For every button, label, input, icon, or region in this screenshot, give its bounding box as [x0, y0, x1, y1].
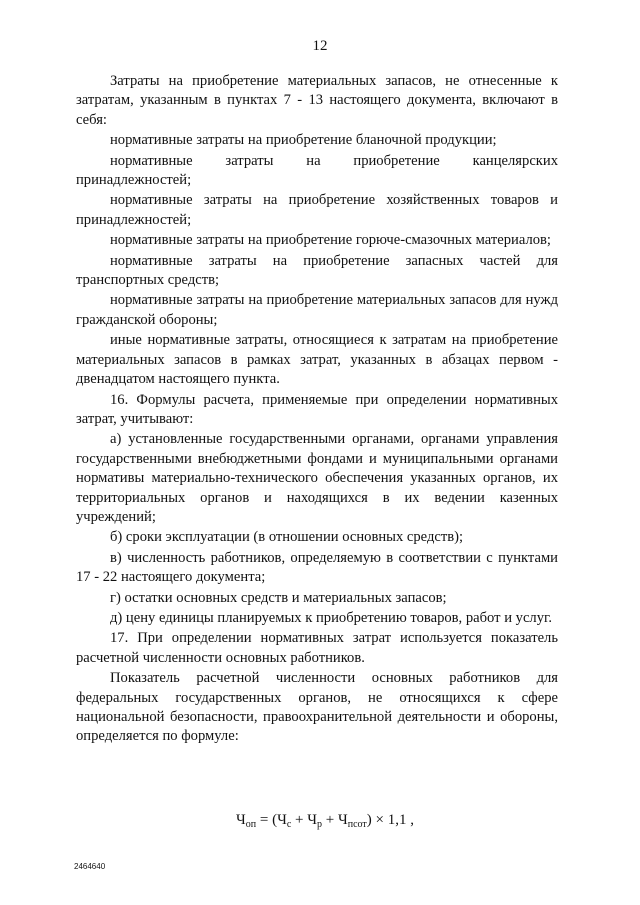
list-item-spare-parts: нормативные затраты на приобретение запасных частей для транспортных средств;: [76, 252, 558, 289]
clause-v: в) численность работников, определяемую в соответствии с пунктами 17 - 22 настоящего документа;: [76, 549, 558, 586]
section-17-paragraph: 17. При определении нормативных затрат используется показатель расчетной численности основных работников.: [76, 630, 558, 666]
page-number: 12: [312, 38, 328, 54]
formula-term-2-subscript: р: [317, 819, 323, 830]
clause-a: а) установленные государственными органами, органами управления государственными внебюджетными фондами и муниципальными органами нормативы материально-технического обеспечения указанных органов, их территориальных органов и находящихся в их ведении казенных учреждений;: [76, 431, 558, 525]
formula-term-2: Ч: [307, 812, 318, 828]
clause-b: б) сроки эксплуатации (в отношении основных средств);: [110, 529, 464, 546]
document-id: 2464640: [74, 862, 106, 871]
clause-d: д) цену единицы планируемых к приобретению товаров, работ и услуг.: [110, 609, 552, 626]
formula-term-3: Ч: [337, 812, 348, 828]
formula-lhs: Ч: [236, 812, 246, 828]
formula-equals: = (: [256, 812, 278, 828]
list-item-household-goods: нормативные затраты на приобретение хозяйственных товаров и принадлежностей;: [76, 192, 558, 228]
list-item-fuel-lubricants: нормативные затраты на приобретение горюче-смазочных материалов;: [110, 232, 551, 249]
list-item-other-costs: иные нормативные затраты, относящиеся к затратам на приобретение материальных запасов в рамках затрат, указанных в абзацах первом - двенадцатом настоящего пункта.: [76, 332, 558, 388]
formula: [0, 812, 640, 830]
formula-lhs-subscript: оп: [245, 819, 257, 830]
section-16-heading: 16. Формулы расчета, применяемые при определении нормативных затрат, учитывают:: [76, 391, 558, 427]
formula-term-3-subscript: псот: [347, 819, 367, 830]
list-item-stationery: нормативные затраты на приобретение канцелярских принадлежностей;: [76, 152, 558, 189]
headcount-paragraph: Показатель расчетной численности основных работников для федеральных государственных органов, не относящихся к сфере национальной безопасности, правоохранительной деятельности и обороны, определяется по формуле:: [76, 670, 558, 745]
formula-plus-1: +: [291, 812, 308, 828]
formula-term-1-subscript: с: [286, 819, 292, 830]
list-item-blank-forms: нормативные затраты на приобретение бланочной продукции;: [110, 132, 497, 149]
document-body: [76, 72, 558, 747]
formula-term-1: Ч: [277, 812, 287, 828]
clause-g: г) остатки основных средств и материальных запасов;: [110, 589, 447, 606]
paragraph-intro: Затраты на приобретение материальных запасов, не отнесенные к затратам, указанным в пунктах 7 - 13 настоящего документа, включают в себя:: [76, 73, 558, 128]
formula-plus-2: +: [322, 812, 338, 828]
formula-tail: ) × 1,1 ,: [366, 812, 414, 828]
list-item-civil-defense: нормативные затраты на приобретение материальных запасов для нужд гражданской обороны;: [76, 292, 558, 328]
